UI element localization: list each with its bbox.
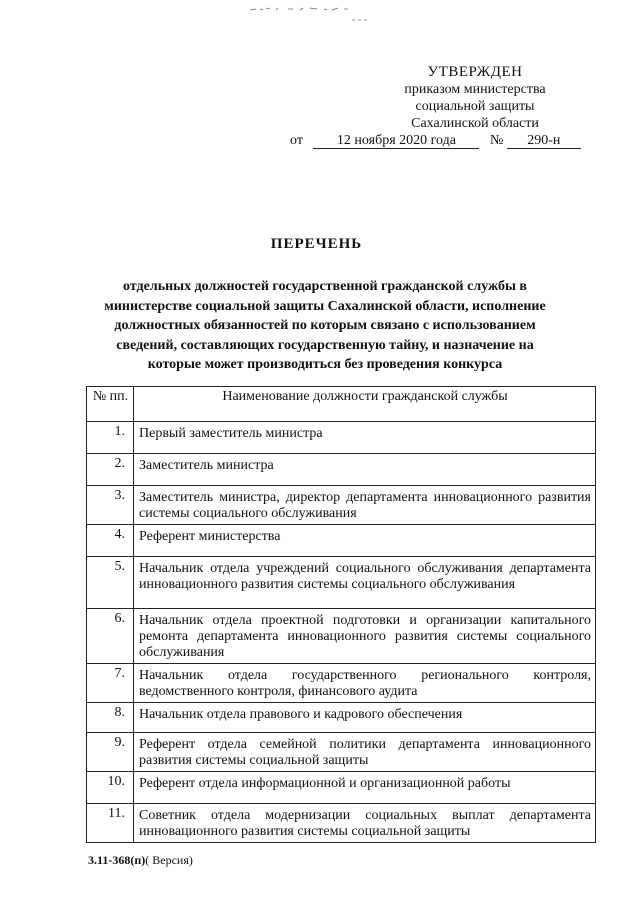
row-position-name: Начальник отдела учреждений социального обслуживания департамента инновационного развития системы социального обслуживания — [134, 557, 596, 609]
table-row — [87, 454, 596, 486]
row-number: 6. — [87, 609, 134, 664]
row-number: 2. — [87, 454, 134, 486]
row-position-name: Референт отдела информационной и организационной работы — [134, 772, 596, 804]
table-row — [87, 772, 596, 804]
scan-artifact-marks — [240, 4, 380, 22]
row-number: 8. — [87, 703, 134, 733]
table-row — [87, 609, 596, 664]
row-position-name: Первый заместитель министра — [134, 422, 596, 454]
approval-title: УТВЕРЖДЕН — [427, 64, 523, 80]
row-number: 10. — [87, 772, 134, 804]
document-subtitle: отдельных должностей государственной гражданской службы в министерстве социальной защиты Сахалинской области, исполнение должностных обязанностей по которым связано с использованием сведений, составляющих государственную тайну, и назначение на которые может производиться без проведения конкурса — [104, 279, 546, 372]
table-row — [87, 557, 596, 609]
row-position-name: Референт отдела семейной политики департамента инновационного развития системы социальной защиты — [134, 733, 596, 772]
number-prefix: № — [489, 133, 504, 148]
table-row — [87, 664, 596, 703]
approval-block — [290, 64, 590, 149]
header-number: № пп. — [87, 387, 134, 422]
document-code — [88, 853, 193, 868]
row-position-name: Заместитель министра, директор департамента инновационного развития системы социального обслуживания — [134, 486, 596, 525]
table-header-row — [87, 387, 596, 422]
document-code-number: 3.11-368(п) — [88, 853, 146, 867]
order-date-number-line — [290, 132, 590, 149]
row-number: 7. — [87, 664, 134, 703]
row-number: 11. — [87, 804, 134, 843]
table-row — [87, 703, 596, 733]
order-number: 290-н — [507, 133, 581, 149]
approval-line-1: приказом министерства — [404, 82, 546, 97]
date-prefix: от — [290, 133, 303, 148]
approval-line-2: социальной защиты — [415, 99, 535, 114]
row-position-name: Начальник отдела проектной подготовки и организации капитального ремонта департамента инновационного развития системы социального обслуживания — [134, 609, 596, 664]
row-position-name: Заместитель министра — [134, 454, 596, 486]
document-heading: ПЕРЕЧЕНЬ — [270, 236, 363, 252]
positions-table — [86, 386, 596, 843]
row-position-name: Начальник отдела правового и кадрового обеспечения — [134, 703, 596, 733]
table-row — [87, 422, 596, 454]
row-number: 4. — [87, 525, 134, 557]
approval-line-3: Сахалинской области — [411, 116, 539, 131]
row-number: 1. — [87, 422, 134, 454]
row-number: 5. — [87, 557, 134, 609]
row-number: 9. — [87, 733, 134, 772]
document-version: ( Версия) — [145, 853, 193, 867]
row-number: 3. — [87, 486, 134, 525]
header-position-name: Наименование должности гражданской службы — [134, 387, 596, 422]
table-row — [87, 733, 596, 772]
row-position-name: Советник отдела модернизации социальных выплат департамента инновационного развития системы социальной защиты — [134, 804, 596, 843]
row-position-name: Референт министерства — [134, 525, 596, 557]
table-row — [87, 804, 596, 843]
row-position-name: Начальник отдела государственного регионального контроля, ведомственного контроля, финансового аудита — [134, 664, 596, 703]
order-date: 12 ноября 2020 года — [313, 133, 479, 149]
table-row — [87, 525, 596, 557]
table-row — [87, 486, 596, 525]
